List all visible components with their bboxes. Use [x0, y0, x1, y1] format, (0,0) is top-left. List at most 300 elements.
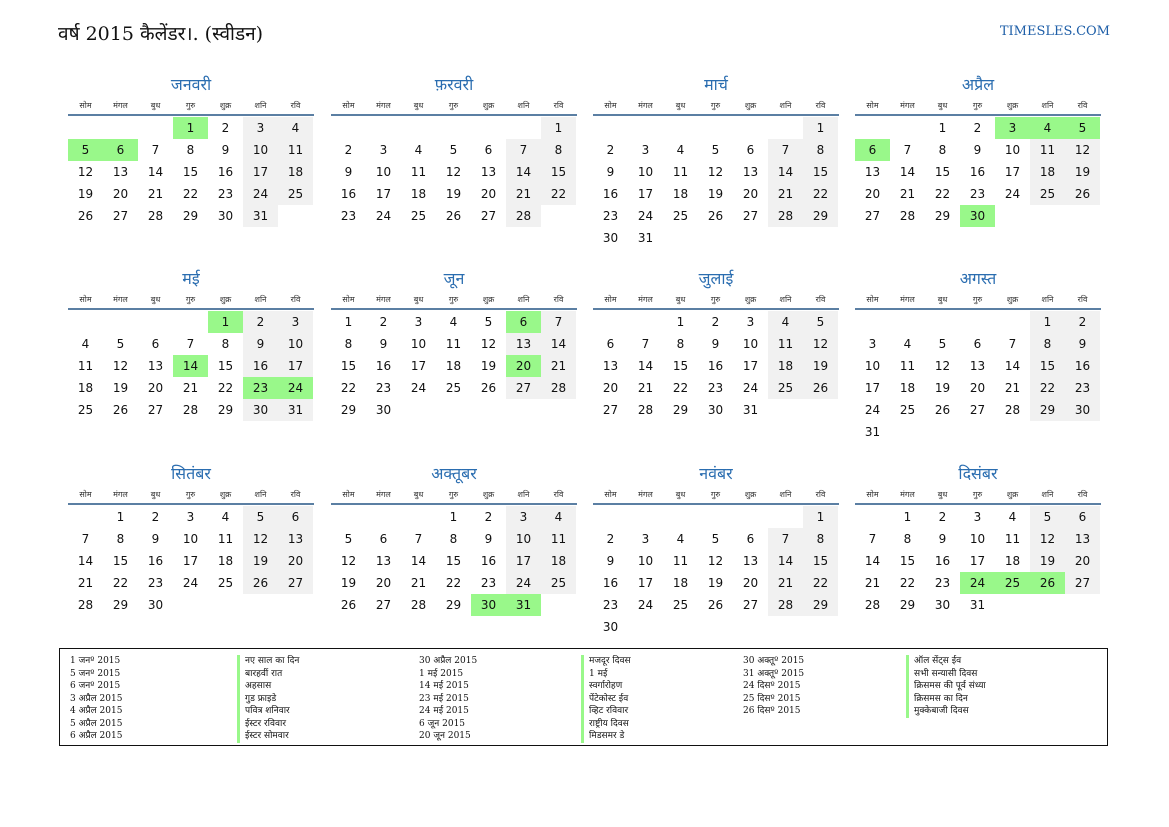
day-cell: 21 — [768, 183, 803, 205]
holiday-day-cell: 5 — [1065, 117, 1100, 139]
holiday-day-cell: 24 — [278, 377, 313, 399]
weekday-label: गुरु — [448, 295, 459, 304]
holiday-dates-col-3 — [743, 655, 804, 718]
day-cell: 22 — [445, 576, 462, 590]
day-cell: 24 — [375, 209, 392, 223]
day-cell: 14 — [864, 554, 881, 568]
weekday-label: रवि — [1077, 490, 1088, 499]
day-cell: 2 — [243, 311, 278, 333]
day-cell: 20 — [375, 576, 392, 590]
empty-cell — [768, 117, 803, 139]
month-divider — [331, 503, 577, 505]
day-cell: 3 — [868, 337, 877, 351]
day-cell: 12 — [340, 554, 357, 568]
holiday-date: 6 जनº 2015 — [70, 681, 121, 691]
day-cell: 28 — [182, 403, 199, 417]
day-grid — [593, 311, 839, 421]
empty-cell — [698, 506, 733, 528]
day-cell: 18 — [672, 576, 689, 590]
weekday-label: मंगल — [113, 101, 128, 110]
weekday-label: गुरु — [972, 295, 983, 304]
day-cell: 29 — [934, 209, 951, 223]
day-cell: 5 — [116, 337, 125, 351]
day-cell: 27 — [602, 403, 619, 417]
day-cell: 22 — [182, 187, 199, 201]
day-cell: 2 — [151, 510, 160, 524]
month-block — [855, 74, 1101, 227]
day-cell: 8 — [903, 532, 912, 546]
day-cell: 3 — [746, 315, 755, 329]
weekday-header — [855, 292, 1101, 308]
day-cell: 12 — [112, 359, 129, 373]
holiday-date: 5 जनº 2015 — [70, 668, 121, 679]
empty-cell — [138, 311, 173, 333]
month-name: मार्च — [704, 75, 728, 94]
day-cell: 8 — [116, 532, 125, 546]
day-cell: 18 — [278, 161, 313, 183]
day-cell: 15 — [803, 161, 838, 183]
day-cell: 13 — [864, 165, 881, 179]
day-cell: 22 — [1030, 377, 1065, 399]
day-cell: 24 — [243, 183, 278, 205]
day-cell: 21 — [637, 381, 654, 395]
day-cell: 26 — [77, 209, 94, 223]
day-cell: 13 — [147, 359, 164, 373]
day-cell: 16 — [602, 187, 619, 201]
day-cell: 2 — [484, 510, 493, 524]
day-grid — [331, 506, 577, 616]
weekday-label: शनि — [779, 295, 792, 304]
weekday-header — [68, 292, 314, 308]
weekday-label: मंगल — [900, 295, 915, 304]
weekday-label: बुध — [675, 295, 686, 304]
day-cell: 13 — [278, 528, 313, 550]
weekday-label: गुरु — [710, 295, 721, 304]
day-cell: 15 — [217, 359, 234, 373]
day-cell: 12 — [1030, 528, 1065, 550]
day-cell: 25 — [445, 381, 462, 395]
day-cell: 7 — [641, 337, 650, 351]
day-cell: 12 — [707, 554, 724, 568]
day-cell: 25 — [410, 209, 427, 223]
weekday-label: सोम — [866, 101, 879, 110]
month-divider — [593, 308, 839, 310]
day-cell: 5 — [711, 532, 720, 546]
weekday-label: सोम — [866, 490, 879, 499]
month-name: सितंबर — [171, 464, 211, 483]
day-cell: 17 — [182, 554, 199, 568]
holiday-day-cell: 6 — [855, 139, 890, 161]
day-cell: 9 — [606, 554, 615, 568]
day-cell: 11 — [278, 139, 313, 161]
day-cell: 18 — [899, 381, 916, 395]
day-cell: 27 — [742, 598, 759, 612]
day-cell: 1 — [938, 121, 947, 135]
weekday-label: बुध — [413, 295, 424, 304]
holiday-day-cell: 26 — [1030, 572, 1065, 594]
weekday-label: मंगल — [113, 295, 128, 304]
day-cell: 21 — [506, 183, 541, 205]
day-cell: 26 — [707, 598, 724, 612]
day-cell: 15 — [445, 554, 462, 568]
weekday-label: सोम — [604, 295, 617, 304]
day-cell: 20 — [602, 381, 619, 395]
day-cell: 27 — [506, 377, 541, 399]
day-cell: 3 — [186, 510, 195, 524]
day-cell: 17 — [637, 576, 654, 590]
day-cell: 8 — [676, 337, 685, 351]
day-cell: 10 — [506, 528, 541, 550]
weekday-label: बुध — [675, 101, 686, 110]
empty-cell — [768, 506, 803, 528]
day-cell: 7 — [768, 528, 803, 550]
weekday-header — [593, 98, 839, 114]
weekday-label: शनि — [1041, 490, 1054, 499]
day-cell: 11 — [217, 532, 234, 546]
holiday-name: व्हिट रविवार — [581, 705, 631, 718]
day-cell: 9 — [344, 165, 353, 179]
day-cell: 12 — [243, 528, 278, 550]
holiday-name: पेंटेकोस्ट ईव — [581, 693, 631, 706]
day-cell: 7 — [151, 143, 160, 157]
day-cell: 5 — [449, 143, 458, 157]
day-cell: 13 — [480, 165, 497, 179]
day-cell: 22 — [112, 576, 129, 590]
day-cell: 14 — [77, 554, 94, 568]
day-cell: 2 — [221, 121, 230, 135]
site-link[interactable]: TIMESLES.COM — [999, 24, 1110, 39]
day-cell: 4 — [221, 510, 230, 524]
holiday-name: मिडसमर डे — [581, 730, 631, 743]
empty-cell — [960, 311, 995, 333]
day-cell: 22 — [803, 572, 838, 594]
day-cell: 28 — [1004, 403, 1021, 417]
day-cell: 20 — [742, 576, 759, 590]
holiday-name: ईस्टर रविवार — [237, 718, 299, 731]
empty-cell — [366, 117, 401, 139]
day-cell: 31 — [278, 399, 313, 421]
day-cell: 11 — [1004, 532, 1021, 546]
weekday-label: शुक्र — [1006, 490, 1019, 499]
day-cell: 28 — [147, 209, 164, 223]
weekday-label: शनि — [254, 295, 267, 304]
day-cell: 11 — [1030, 139, 1065, 161]
holiday-date: 31 अक्तूº 2015 — [743, 668, 805, 679]
day-cell: 2 — [938, 510, 947, 524]
weekday-header — [855, 487, 1101, 503]
day-cell: 20 — [112, 187, 129, 201]
day-cell: 25 — [768, 377, 803, 399]
day-cell: 25 — [278, 183, 313, 205]
day-cell: 29 — [217, 403, 234, 417]
day-cell: 9 — [221, 143, 230, 157]
empty-cell — [698, 117, 733, 139]
weekday-label: शुक्र — [1006, 101, 1019, 110]
day-cell: 14 — [637, 359, 654, 373]
holiday-name: क्रिसमस की पूर्व संध्या — [906, 680, 986, 693]
empty-cell — [436, 117, 471, 139]
day-cell: 8 — [449, 532, 458, 546]
day-cell: 18 — [1004, 554, 1021, 568]
day-cell: 29 — [672, 403, 689, 417]
empty-cell — [68, 311, 103, 333]
day-cell: 21 — [768, 572, 803, 594]
holiday-day-cell: 14 — [173, 355, 208, 377]
day-grid — [855, 117, 1101, 227]
weekday-header — [593, 292, 839, 308]
empty-cell — [68, 506, 103, 528]
day-cell: 21 — [77, 576, 94, 590]
day-cell: 6 — [746, 143, 755, 157]
holiday-day-cell: 31 — [506, 594, 541, 616]
day-cell: 31 — [864, 425, 881, 439]
day-cell: 26 — [340, 598, 357, 612]
weekday-label: मंगल — [376, 295, 391, 304]
empty-cell — [855, 117, 890, 139]
weekday-label: शनि — [517, 101, 530, 110]
weekday-label: रवि — [1077, 295, 1088, 304]
day-cell: 8 — [1030, 333, 1065, 355]
day-cell: 18 — [217, 554, 234, 568]
day-cell: 22 — [672, 381, 689, 395]
month-block — [331, 463, 577, 616]
month-divider — [855, 308, 1101, 310]
weekday-label: रवि — [815, 490, 826, 499]
day-cell: 29 — [1030, 399, 1065, 421]
day-cell: 28 — [768, 594, 803, 616]
day-cell: 28 — [77, 598, 94, 612]
month-name: अक्तूबर — [431, 464, 477, 483]
day-cell: 14 — [768, 161, 803, 183]
day-cell: 31 — [742, 403, 759, 417]
day-cell: 7 — [1008, 337, 1017, 351]
weekday-label: गुरु — [185, 101, 196, 110]
holiday-name: बारहवीं रात — [237, 668, 299, 681]
day-cell: 26 — [243, 572, 278, 594]
day-cell: 17 — [1004, 165, 1021, 179]
day-cell: 8 — [541, 139, 576, 161]
day-cell: 23 — [602, 209, 619, 223]
day-cell: 30 — [602, 620, 619, 634]
month-divider — [331, 114, 577, 116]
day-cell: 12 — [1065, 139, 1100, 161]
day-cell: 15 — [182, 165, 199, 179]
day-cell: 14 — [147, 165, 164, 179]
day-cell: 4 — [449, 315, 458, 329]
day-cell: 10 — [243, 139, 278, 161]
day-cell: 20 — [1065, 550, 1100, 572]
day-cell: 24 — [637, 598, 654, 612]
day-cell: 20 — [480, 187, 497, 201]
day-cell: 27 — [112, 209, 129, 223]
holiday-name: मजदूर दिवस — [581, 655, 631, 668]
month-block — [68, 268, 314, 421]
day-cell: 21 — [541, 355, 576, 377]
day-cell: 16 — [602, 576, 619, 590]
day-cell: 31 — [243, 205, 278, 227]
weekday-label: बुध — [675, 490, 686, 499]
day-cell: 16 — [934, 554, 951, 568]
month-divider — [855, 114, 1101, 116]
day-cell: 21 — [182, 381, 199, 395]
holiday-name: सभी सन्यासी दिवस — [906, 668, 986, 681]
day-cell: 13 — [742, 165, 759, 179]
day-cell: 18 — [77, 381, 94, 395]
holiday-date: 26 दिसº 2015 — [743, 706, 801, 716]
day-cell: 30 — [602, 231, 619, 245]
weekday-label: रवि — [290, 490, 301, 499]
day-cell: 29 — [899, 598, 916, 612]
day-cell: 10 — [410, 337, 427, 351]
day-cell: 30 — [243, 399, 278, 421]
day-cell: 8 — [221, 337, 230, 351]
weekday-label: सोम — [342, 490, 355, 499]
empty-cell — [890, 311, 925, 333]
weekday-label: बुध — [413, 101, 424, 110]
empty-cell — [138, 117, 173, 139]
day-cell: 20 — [742, 187, 759, 201]
month-block — [855, 268, 1101, 443]
empty-cell — [331, 506, 366, 528]
day-cell: 3 — [379, 143, 388, 157]
weekday-label: बुध — [413, 490, 424, 499]
day-cell: 20 — [147, 381, 164, 395]
day-cell: 30 — [147, 598, 164, 612]
holiday-day-cell: 20 — [506, 355, 541, 377]
month-name: जून — [443, 269, 465, 288]
day-cell: 2 — [344, 143, 353, 157]
weekday-label: शनि — [1041, 295, 1054, 304]
day-cell: 2 — [1065, 311, 1100, 333]
weekday-label: शनि — [517, 490, 530, 499]
day-cell: 29 — [340, 403, 357, 417]
day-cell: 1 — [803, 506, 838, 528]
day-cell: 2 — [711, 315, 720, 329]
day-cell: 25 — [672, 209, 689, 223]
day-cell: 5 — [243, 506, 278, 528]
day-cell: 3 — [641, 532, 650, 546]
empty-cell — [995, 311, 1030, 333]
day-cell: 16 — [147, 554, 164, 568]
weekday-label: मंगल — [638, 490, 653, 499]
day-cell: 11 — [672, 554, 689, 568]
day-cell: 4 — [676, 143, 685, 157]
day-cell: 3 — [414, 315, 423, 329]
day-cell: 11 — [445, 337, 462, 351]
day-cell: 22 — [803, 183, 838, 205]
day-cell: 17 — [243, 161, 278, 183]
day-cell: 25 — [672, 598, 689, 612]
weekday-label: सोम — [79, 295, 92, 304]
day-cell: 23 — [480, 576, 497, 590]
day-cell: 27 — [375, 598, 392, 612]
holiday-name: ईस्टर सोमवार — [237, 730, 299, 743]
holiday-day-cell: 4 — [1030, 117, 1065, 139]
holiday-day-cell: 6 — [506, 311, 541, 333]
day-cell: 25 — [1030, 183, 1065, 205]
day-grid — [68, 311, 314, 421]
day-cell: 27 — [480, 209, 497, 223]
empty-cell — [366, 506, 401, 528]
day-cell: 14 — [410, 554, 427, 568]
holiday-date: 24 दिसº 2015 — [743, 681, 801, 691]
day-cell: 5 — [484, 315, 493, 329]
empty-cell — [890, 117, 925, 139]
day-cell: 15 — [899, 554, 916, 568]
holiday-name: गुड फ्राइडे — [237, 693, 299, 706]
holiday-day-cell: 24 — [960, 572, 995, 594]
day-cell: 10 — [864, 359, 881, 373]
month-divider — [331, 308, 577, 310]
empty-cell — [593, 506, 628, 528]
weekday-label: शनि — [517, 295, 530, 304]
day-cell: 8 — [344, 337, 353, 351]
day-cell: 15 — [112, 554, 129, 568]
weekday-label: गुरु — [972, 490, 983, 499]
day-cell: 14 — [1004, 359, 1021, 373]
day-cell: 23 — [602, 598, 619, 612]
holiday-day-cell: 30 — [960, 205, 995, 227]
day-cell: 28 — [637, 403, 654, 417]
day-grid — [68, 117, 314, 227]
day-cell: 29 — [445, 598, 462, 612]
day-cell: 17 — [637, 187, 654, 201]
day-cell: 23 — [217, 187, 234, 201]
day-cell: 19 — [480, 359, 497, 373]
day-cell: 4 — [903, 337, 912, 351]
month-block — [331, 268, 577, 421]
day-grid — [593, 506, 839, 638]
day-cell: 1 — [116, 510, 125, 524]
day-cell: 3 — [243, 117, 278, 139]
day-cell: 30 — [1065, 399, 1100, 421]
day-cell: 26 — [480, 381, 497, 395]
holiday-date: 20 जून 2015 — [419, 731, 471, 741]
holiday-dates-col-2 — [419, 655, 477, 743]
weekday-label: शनि — [254, 490, 267, 499]
day-cell: 18 — [768, 355, 803, 377]
day-cell: 13 — [506, 333, 541, 355]
day-cell: 6 — [973, 337, 982, 351]
day-cell: 5 — [344, 532, 353, 546]
day-cell: 13 — [375, 554, 392, 568]
day-cell: 20 — [864, 187, 881, 201]
day-cell: 12 — [803, 333, 838, 355]
day-cell: 16 — [340, 187, 357, 201]
holiday-date: 14 मई 2015 — [419, 681, 469, 691]
day-cell: 25 — [77, 403, 94, 417]
day-cell: 19 — [707, 187, 724, 201]
day-cell: 11 — [410, 165, 427, 179]
day-cell: 29 — [112, 598, 129, 612]
day-cell: 16 — [707, 359, 724, 373]
holiday-name: 1 मई — [581, 668, 631, 681]
day-cell: 19 — [1030, 550, 1065, 572]
weekday-label: सोम — [79, 101, 92, 110]
day-cell: 10 — [1004, 143, 1021, 157]
weekday-label: मंगल — [376, 101, 391, 110]
holiday-names-col-3 — [906, 655, 986, 718]
weekday-header — [68, 487, 314, 503]
day-cell: 26 — [1065, 183, 1100, 205]
weekday-label: मंगल — [900, 490, 915, 499]
holiday-name: पवित्र शनिवार — [237, 705, 299, 718]
day-cell: 17 — [278, 355, 313, 377]
day-cell: 21 — [410, 576, 427, 590]
day-cell: 6 — [379, 532, 388, 546]
weekday-label: बुध — [937, 295, 948, 304]
day-cell: 3 — [278, 311, 313, 333]
